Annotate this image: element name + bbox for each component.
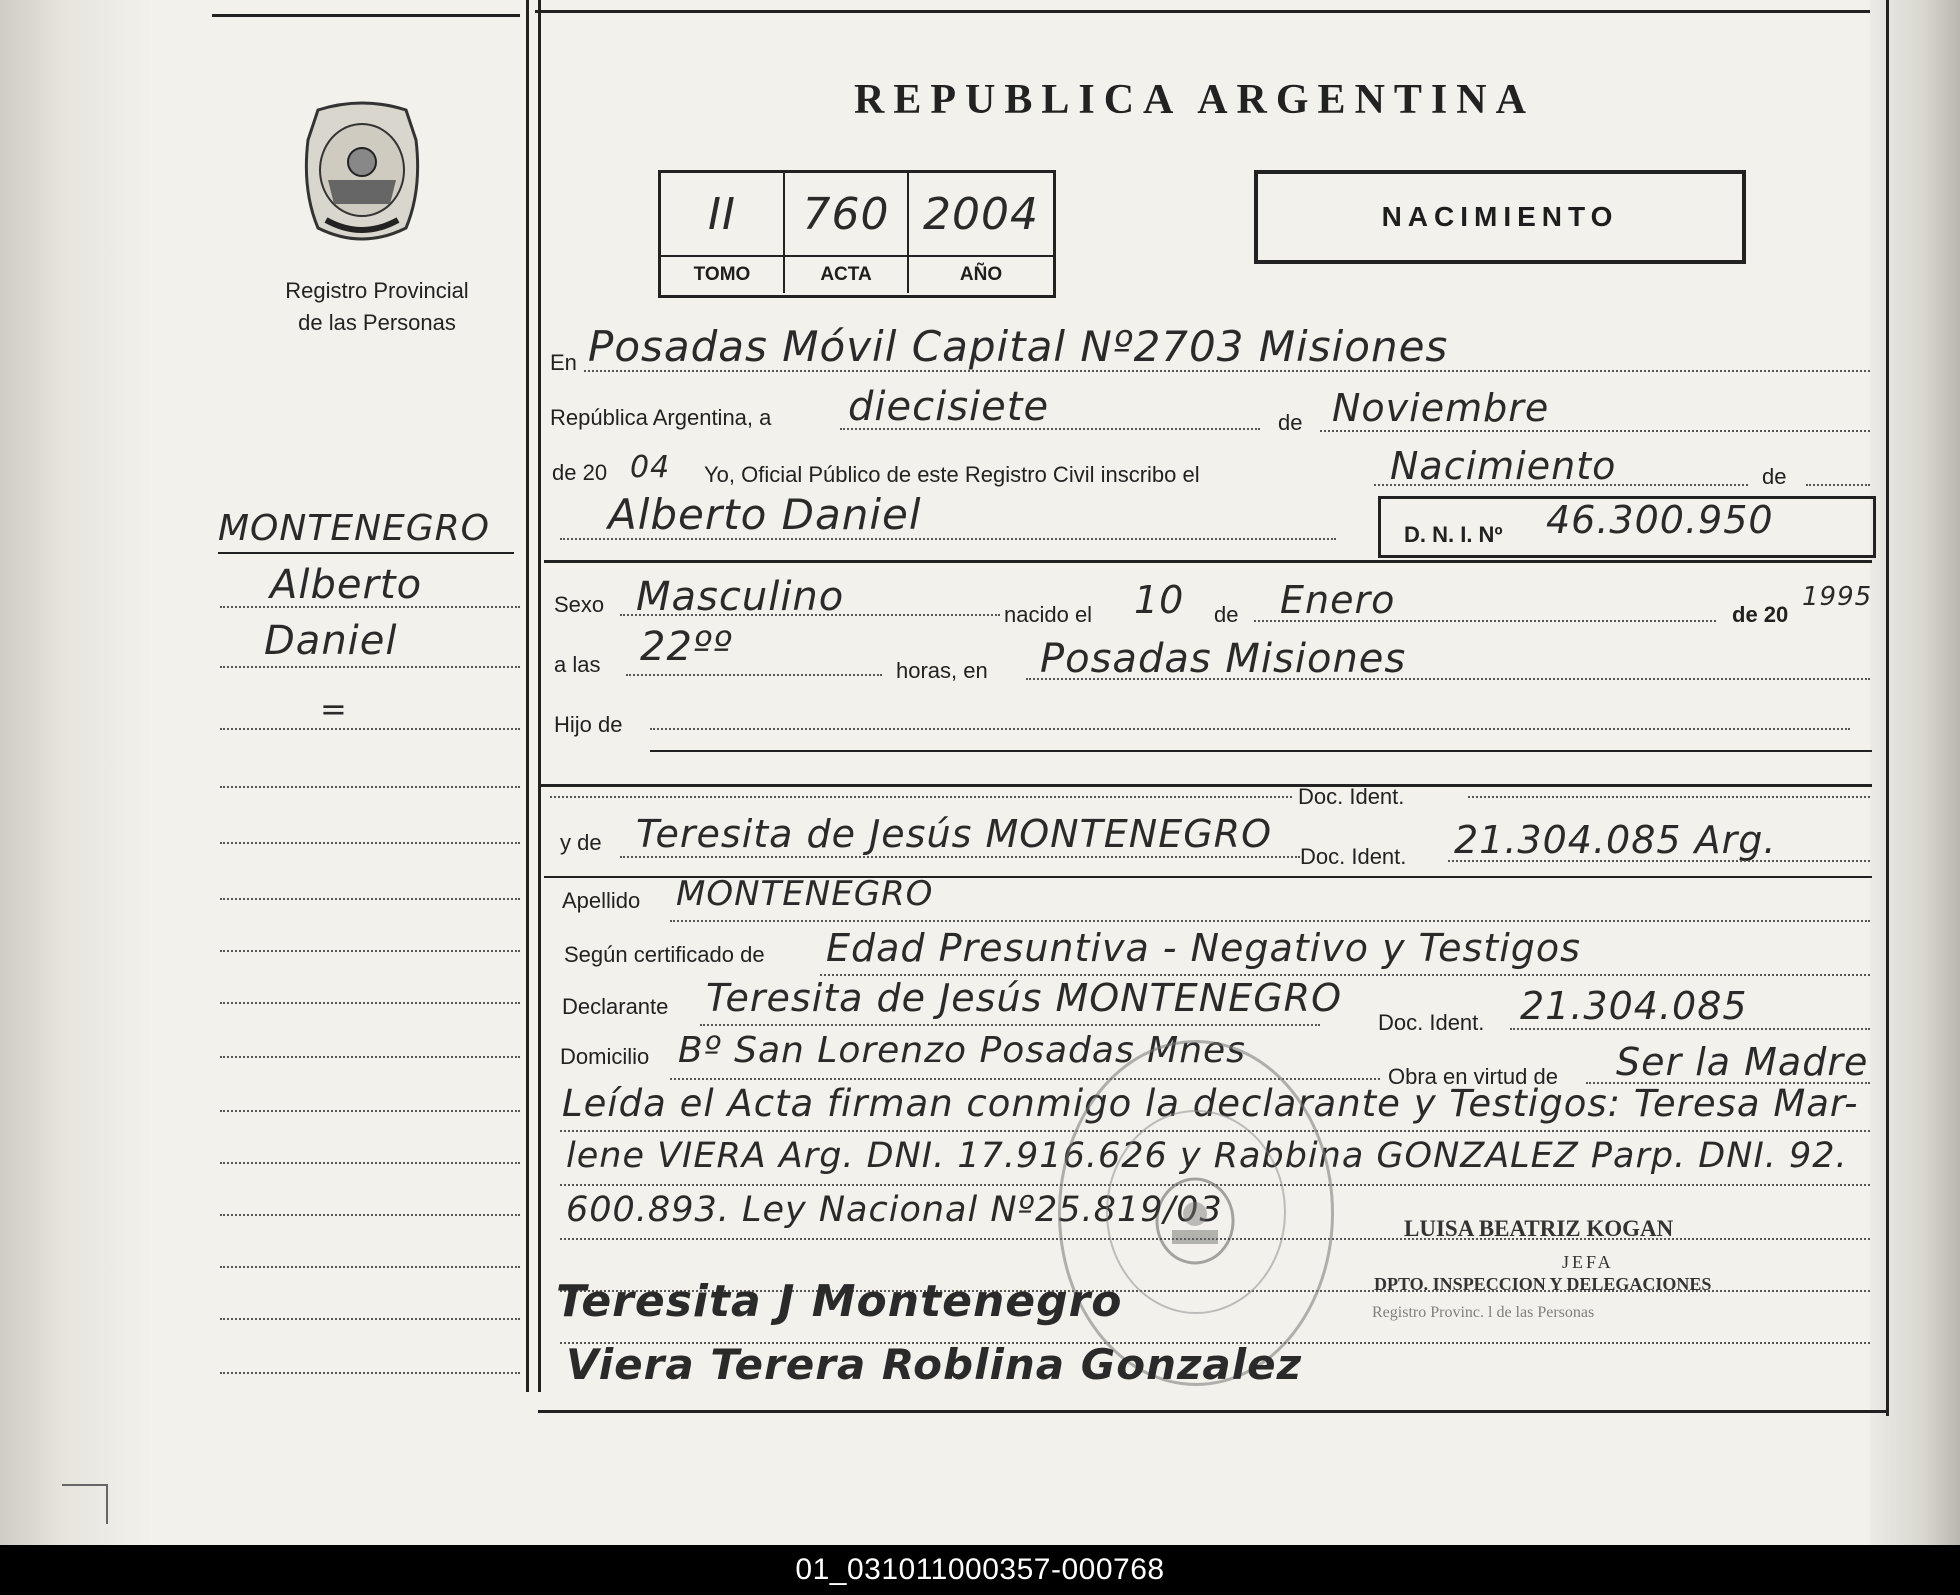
father-line [550, 796, 1292, 798]
country-title: REPUBLICA ARGENTINA [854, 77, 1535, 123]
birth-year-prefix: de 20 [1732, 602, 1789, 627]
declarante-value: Teresita de Jesús MONTENEGRO [706, 976, 1342, 1020]
apellido-line [670, 920, 1870, 922]
birth-year-value: 1995 [1802, 582, 1873, 612]
margin-dotline [220, 1056, 520, 1058]
provincial-seal [298, 100, 426, 250]
acta-value: 760 [802, 189, 890, 240]
margin-second-name: Daniel [264, 618, 398, 664]
margin-dotline [220, 898, 520, 900]
en-label: En [550, 350, 577, 375]
section-rule-2 [538, 784, 1872, 787]
signature-witnesses: Viera Terera Roblina Gonzalez [566, 1340, 1303, 1389]
stamp-emblem-icon [1150, 1176, 1240, 1266]
birth-day-value: 10 [1134, 578, 1185, 622]
place-line [584, 370, 1870, 372]
de-label3: de [1214, 602, 1239, 627]
acta-label: ACTA [785, 255, 907, 293]
declarante-doc-line [1510, 1028, 1870, 1030]
hour-value: 22ºº [640, 624, 733, 670]
margin-dotline [220, 1162, 520, 1164]
margin-surname-rule [218, 552, 514, 554]
mother-name-value: Teresita de Jesús MONTENEGRO [636, 812, 1272, 856]
horas-label: horas, en [896, 658, 988, 683]
official-name: LUISA BEATRIZ KOGAN [1404, 1216, 1674, 1241]
day-value: diecisiete [848, 384, 1050, 430]
hour-line [626, 674, 882, 676]
margin-dotline [220, 1318, 520, 1320]
de-label: de [1278, 410, 1303, 435]
record-type-box: NACIMIENTO [1254, 170, 1746, 264]
year-value: 04 [630, 450, 671, 485]
de-line2 [1806, 484, 1870, 486]
tomo-cell [661, 173, 785, 293]
bottom-rule [538, 1410, 1888, 1413]
registry-name-line2: de las Personas [298, 310, 456, 335]
document-id-bar: 01_031011000357-000768 [0, 1545, 1960, 1595]
month-value: Noviembre [1332, 386, 1550, 430]
dni-value: 46.300.950 [1546, 498, 1774, 542]
obra-label: Obra en virtud de [1388, 1064, 1558, 1089]
birth-place-value: Posadas Misiones [1040, 636, 1407, 682]
obra-value: Ser la Madre [1616, 1040, 1869, 1084]
ano-label: AÑO [909, 255, 1053, 293]
mother-doc-line [1448, 860, 1870, 862]
acta-cell [785, 173, 909, 293]
hijo-label: Hijo de [554, 712, 623, 737]
margin-dotline [220, 1266, 520, 1268]
declarante-doc-value: 21.304.085 [1520, 984, 1748, 1028]
margin-dotline [220, 1002, 520, 1004]
margin-dotline [220, 606, 520, 608]
margin-dotline [220, 842, 520, 844]
margin-surname: MONTENEGRO [218, 508, 490, 549]
corner-mark [62, 1484, 108, 1524]
registry-name-line1: Registro Provincial [285, 278, 469, 303]
inscribo-label: Yo, Oficial Público de este Registro Civil inscribo el [704, 462, 1200, 487]
declarante-label: Declarante [562, 994, 669, 1019]
declarante-doc-label: Doc. Ident. [1378, 1010, 1485, 1035]
act-value: Nacimiento [1390, 444, 1617, 488]
margin-dotline [220, 666, 520, 668]
domicilio-label: Domicilio [560, 1044, 650, 1069]
margin-divider [526, 0, 529, 1392]
declarante-line [700, 1024, 1320, 1026]
day-line [840, 428, 1260, 430]
birth-month-value: Enero [1280, 578, 1396, 622]
birth-month-line [1254, 620, 1716, 622]
certificado-value: Edad Presuntiva - Negativo y Testigos [826, 926, 1581, 970]
month-line [1320, 430, 1870, 432]
margin-divider-inner [538, 0, 541, 1392]
official-org: Registro Provinc. l de las Personas [1372, 1304, 1595, 1321]
notes-line-2: lene VIERA Arg. DNI. 17.916.626 y Rabbina GONZALEZ Parp. DNI. 92. [566, 1136, 1848, 1176]
father-doc-line [1468, 796, 1870, 798]
dni-label: D. N. I. Nº [1404, 522, 1503, 547]
notes-line-3: 600.893. Ley Nacional Nº25.819/03 [566, 1190, 1223, 1230]
child-name-line [560, 538, 1336, 540]
republica-label: República Argentina, a [550, 405, 772, 430]
a-las-label: a las [554, 652, 601, 677]
mother-doc-value: 21.304.085 Arg. [1454, 818, 1777, 862]
sexo-value: Masculino [636, 574, 845, 620]
right-border [1886, 0, 1889, 1416]
mother-doc-label: Doc. Ident. [1300, 844, 1407, 869]
apellido-label: Apellido [562, 888, 641, 913]
father-doc-label: Doc. Ident. [1298, 784, 1405, 809]
margin-dotline [220, 1372, 520, 1374]
sexo-line [620, 614, 1000, 616]
domicilio-value: Bº San Lorenzo Posadas Mnes [678, 1030, 1246, 1071]
mother-name-line [620, 856, 1300, 858]
de-label2: de [1762, 464, 1787, 489]
tomo-label: TOMO [661, 255, 783, 293]
nacido-label: nacido el [1004, 602, 1093, 627]
top-rule-right [535, 10, 1870, 13]
hijo-line [650, 728, 1850, 730]
page-right-edge [1870, 0, 1960, 1545]
margin-first-name: Alberto [270, 562, 423, 608]
signature-declarante: Teresita J Montenegro [556, 1276, 1123, 1327]
segun-label: Según certificado de [564, 942, 765, 967]
birth-place-line [1026, 678, 1870, 680]
margin-dotline [220, 1110, 520, 1112]
place-value: Posadas Móvil Capital Nº2703 Misiones [588, 322, 1449, 371]
ano-value: 2004 [923, 189, 1039, 240]
year-prefix: de 20 [552, 460, 608, 485]
act-line [1374, 484, 1748, 486]
ano-cell [909, 173, 1053, 293]
top-rule-left [212, 14, 520, 17]
sexo-label: Sexo [554, 592, 605, 617]
tomo-value: II [708, 189, 736, 240]
page-left-shadow [0, 0, 160, 1545]
apellido-value: MONTENEGRO [676, 874, 934, 914]
notes-line-1: Leída el Acta firman conmigo la declarante y Testigos: Teresa Mar- [562, 1082, 1859, 1125]
child-name-value: Alberto Daniel [608, 490, 922, 539]
margin-dotline [220, 786, 520, 788]
margin-dotline [220, 950, 520, 952]
margin-dotline [220, 728, 520, 730]
margin-dotline [220, 1214, 520, 1216]
record-number-table [658, 170, 1056, 298]
y-de-label: y de [560, 830, 602, 855]
section-rule-1 [544, 560, 1872, 563]
hijo-rule [650, 750, 1872, 752]
official-dept: DPTO. INSPECCION Y DELEGACIONES [1374, 1274, 1712, 1294]
margin-mark: = [320, 690, 348, 728]
official-title: JEFA [1562, 1252, 1614, 1272]
